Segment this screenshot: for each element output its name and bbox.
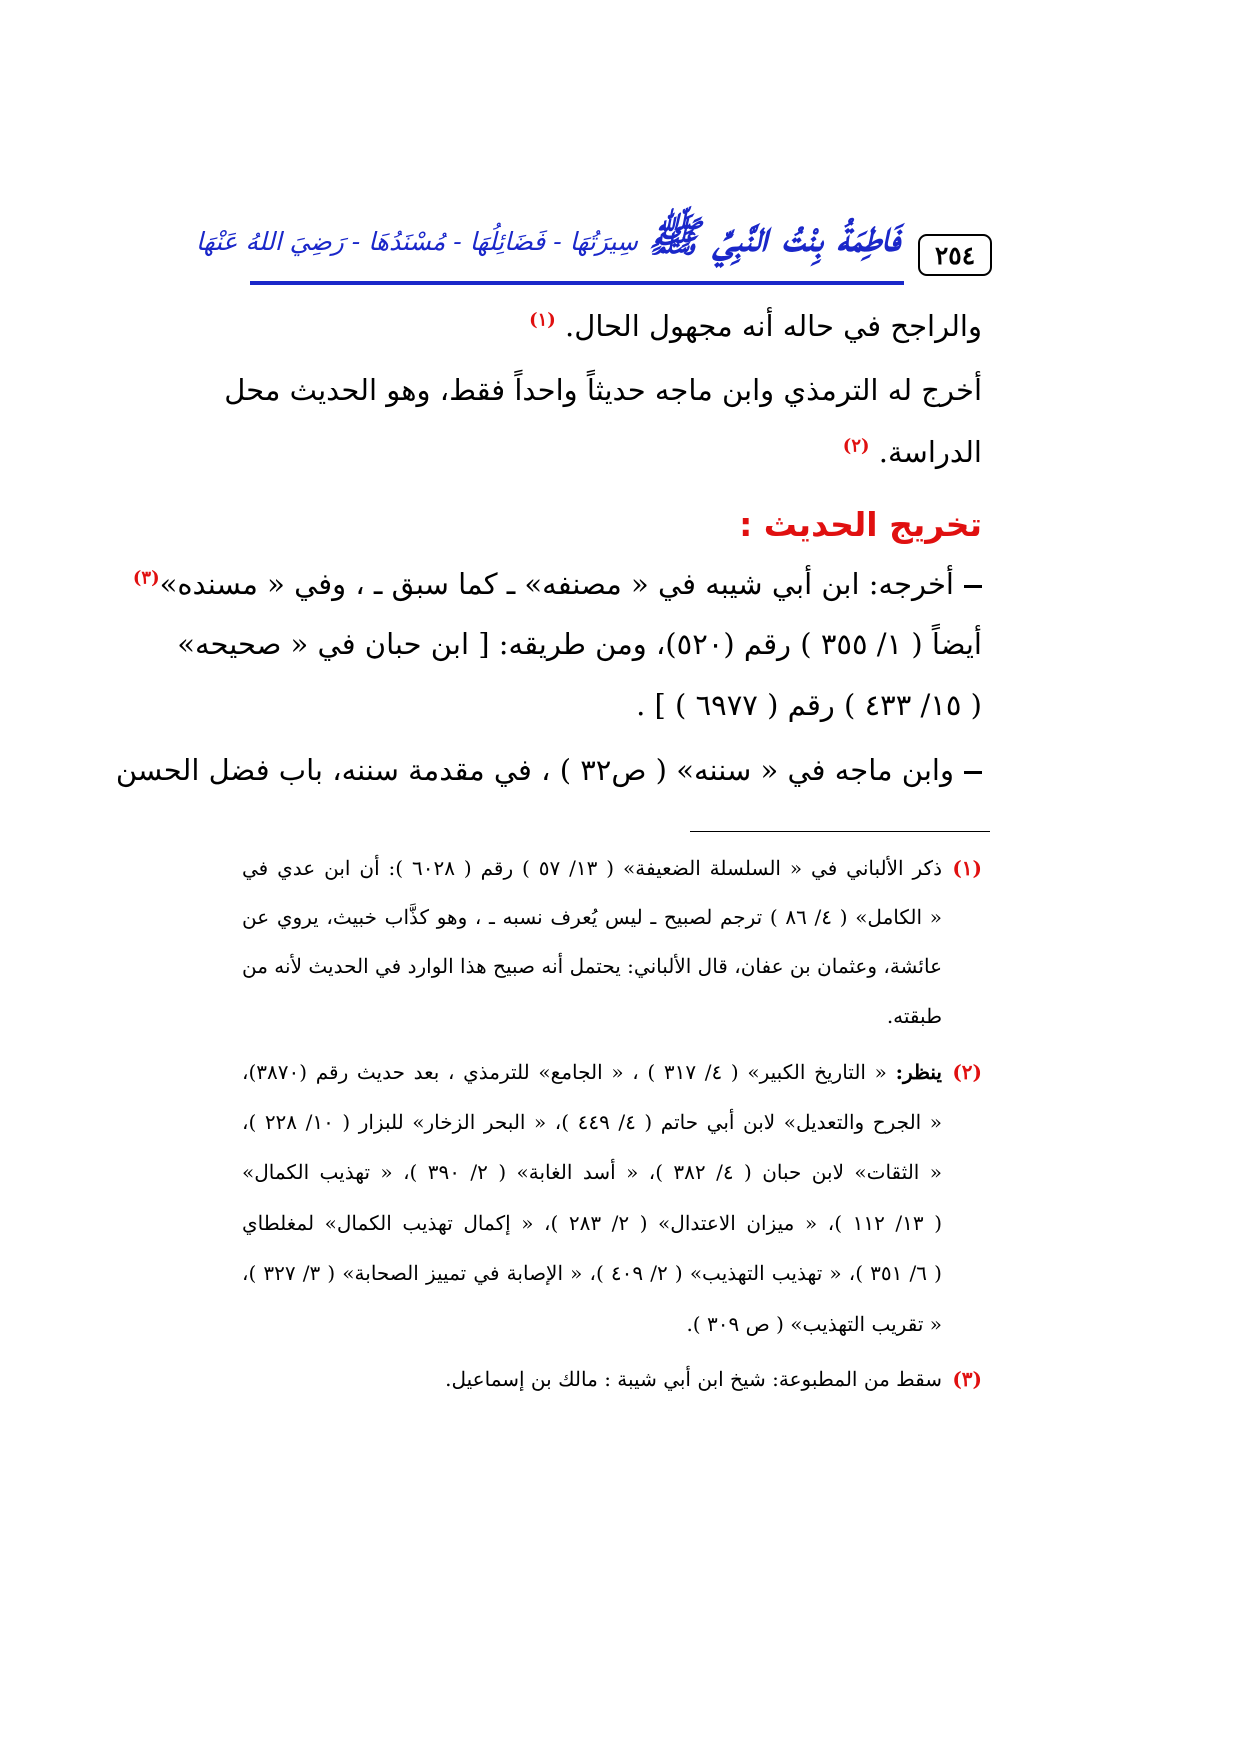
- body-text: الدراسة.: [878, 435, 982, 469]
- footnote-separator: [690, 831, 990, 832]
- body-text: وابن ماجه في « سننه» ( ص٣٢ ) ، في مقدمة سننه، باب فضل الحسن: [115, 753, 954, 787]
- footnote-2-line-5: ( ٦/ ٣٥١ )، « تهذيب التهذيب» ( ٢/ ٤٠٩ )، « الإصابة في تمييز الصحابة» ( ٣/ ٣٢٧ )،: [242, 1261, 942, 1285]
- footnote-2-line-3: « الثقات» لابن حبان ( ٤/ ٣٨٢ )، « أسد الغابة» ( ٢/ ٣٩٠ )، « تهذيب الكمال»: [242, 1160, 943, 1184]
- body-line-1: [242, 309, 982, 343]
- footnote-3-line-1: سقط من المطبوعة: شيخ ابن أبي شيبة : مالك بن إسماعيل.: [445, 1367, 942, 1391]
- book-title: [195, 208, 900, 274]
- book-title-main: فَاطِمَةُ بِنْتُ النَّبِيِّ ﷺ: [648, 211, 900, 261]
- footnote-number-3: (٣): [952, 1367, 982, 1391]
- footnote-ref-2[interactable]: (٢): [842, 435, 870, 457]
- body-line-3: [242, 435, 982, 469]
- bullet-dash: [964, 771, 982, 774]
- page-number: ٢٥٤: [918, 234, 992, 276]
- footnote-1-line-2: « الكامل» ( ٤/ ٨٦ ) ترجم لصبيح ـ ليس يُعرف نسبه ـ ، وهو كذَّاب خبيث، يروي عن: [242, 905, 942, 929]
- body-text: والراجح في حاله أنه مجهول الحال.: [565, 309, 982, 343]
- footnote-2-line-4: ( ١٣/ ١١٢ )، « ميزان الاعتدال» ( ٢/ ٢٨٣ )، « إكمال تهذيب الكمال» لمغلطاي: [242, 1211, 942, 1235]
- section-heading: تخريج الحديث :: [739, 505, 982, 544]
- footnote-2-line-6: « تقريب التهذيب» ( ص ٣٠٩ ).: [686, 1312, 942, 1336]
- body-line-7: [115, 753, 982, 787]
- body-line-5: أيضاً ( ١/ ٣٥٥ ) رقم (٥٢٠)، ومن طريقه: [ ابن حبان في « صحيحه»: [177, 627, 982, 661]
- footnote-text: « التاريخ الكبير» ( ٤/ ٣١٧ ) ، « الجامع» للترمذي ، بعد حديث رقم (٣٨٧٠)،: [242, 1060, 887, 1084]
- book-title-subtitle: سِيرَتُهَا - فَضَائِلُهَا - مُسْنَدُهَا - رَضِيَ اللهُ عَنْهَا: [195, 226, 638, 256]
- body-text: أخرجه: ابن أبي شيبه في « مصنفه» ـ كما سبق ـ ، وفي « مسنده»: [159, 567, 954, 601]
- body-line-2: أخرج له الترمذي وابن ماجه حديثاً واحداً فقط، وهو الحديث محل: [224, 373, 982, 407]
- body-line-6: ( ١٥/ ٤٣٣ ) رقم ( ٦٩٧٧ ) ] .: [636, 688, 982, 722]
- footnote-1-line-4: طبقته.: [886, 1004, 942, 1028]
- bullet-dash: [964, 585, 982, 588]
- footnote-2-line-1: [242, 1060, 942, 1084]
- footnote-ref-3[interactable]: (٣): [132, 567, 160, 589]
- footnote-1-line-3: عائشة، وعثمان بن عفان، قال الألباني: يحتمل أنه صبيح هذا الوارد في الحديث لأنه من: [242, 954, 942, 978]
- body-line-4: [132, 567, 982, 601]
- header-rule: [250, 281, 904, 285]
- footnote-number-1: (١): [952, 856, 982, 880]
- footnote-1-line-1: ذكر الألباني في « السلسلة الضعيفة» ( ١٣/ ٥٧ ) رقم ( ٦٠٢٨ ): أن ابن عدي في: [242, 856, 942, 880]
- footnote-2-line-2: « الجرح والتعديل» لابن أبي حاتم ( ٤/ ٤٤٩ )، « البحر الزخار» للبزار ( ١٠/ ٢٢٨ )،: [242, 1110, 943, 1134]
- footnote-ref-1[interactable]: (١): [529, 309, 556, 331]
- footnote-lead-word: ينظر:: [895, 1060, 942, 1084]
- page-header: [195, 206, 992, 288]
- footnote-number-2: (٢): [952, 1060, 982, 1084]
